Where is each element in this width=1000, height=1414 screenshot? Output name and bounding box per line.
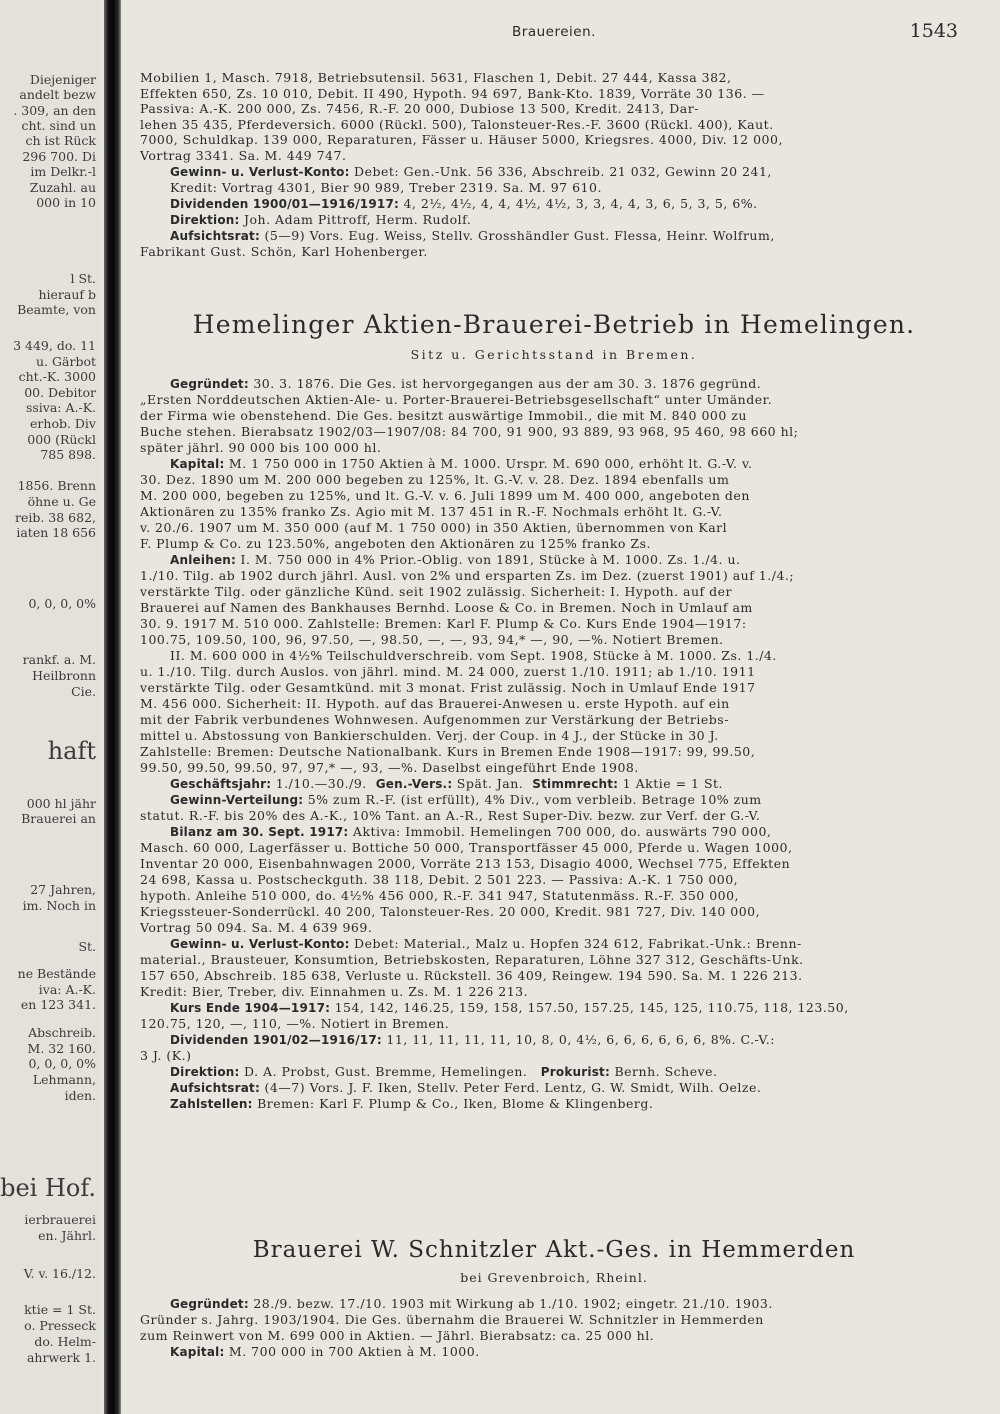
text-line: 30. Dez. 1890 um M. 200 000 begeben zu 125%, lt. G.-V. v. 28. Dez. 1894 ebenfalls um [140,472,730,487]
margin-fragment: 0, 0, 0, 0% [28,1056,96,1071]
text-line: verstärkte Tilg. oder gänzliche Künd. seit 1902 zulässig. Sicherheit: I. Hypoth. auf der [140,584,733,599]
margin-fragment: o. Presseck [24,1318,96,1333]
margin-fragment: Lehmann, [32,1072,96,1087]
margin-fragment: St. [78,939,96,954]
margin-fragment: ierbrauerei [24,1212,96,1227]
text-line: v. 20./6. 1907 um M. 350 000 (auf M. 1 750 000) in 350 Aktien, übernommen von Karl [140,520,728,535]
text-line: Kapital: M. 1 750 000 in 1750 Aktien à M. 1000. Urspr. M. 690 000, erhöht lt. G.-V. v. [170,456,753,471]
margin-fragment: rankf. a. M. [22,652,96,667]
text-line: „Ersten Norddeutschen Aktien-Ale- u. Porter-Brauerei-Betriebsgesellschaft“ unter Umänder. [140,392,773,407]
margin-fragment: ahrwerk 1. [26,1350,96,1365]
margin-fragment: iden. [64,1088,96,1103]
text-line: Bilanz am 30. Sept. 1917: Aktiva: Immobil. Hemelingen 700 000, do. auswärts 790 000, [170,824,772,839]
text-line: Masch. 60 000, Lagerfässer u. Bottiche 50 000, Transportfässer 45 000, Pferde u. Wagen 1000, [140,840,793,855]
margin-fragment: haft [47,737,96,765]
text-line: Aufsichtsrat: (5—9) Vors. Eug. Weiss, Stellv. Grosshändler Gust. Flessa, Heinr. Wolfrum, [170,228,775,243]
text-line: Kriegssteuer-Sonderrückl. 40 200, Talonsteuer-Res. 20 000, Kredit. 981 727, Div. 140 000, [140,904,761,919]
margin-fragment: ktie = 1 St. [24,1302,96,1317]
text-line: Kredit: Bier, Treber, div. Einnahmen u. Zs. M. 1 226 213. [140,984,529,999]
text-line: material., Brausteuer, Konsumtion, Betriebskosten, Reparaturen, Löhne 327 312, Geschäfts-Unk. [140,952,804,967]
text-line: Kapital: M. 700 000 in 700 Aktien à M. 1000. [170,1344,480,1359]
document-page [140,0,968,1414]
text-line: Anleihen: I. M. 750 000 in 4% Prior.-Oblig. von 1891, Stücke à M. 1000. Zs. 1./4. u. [170,552,741,567]
field-label: Aufsichtsrat: [170,229,260,243]
text-line: Zahlstellen: Bremen: Karl F. Plump & Co., Iken, Blome & Klingenberg. [170,1096,654,1111]
margin-fragment: 785 898. [40,447,96,462]
margin-fragment: hierauf b [38,287,96,302]
text-line: 7000, Schuldkap. 139 000, Reparaturen, Fässer u. Häuser 5000, Kriegsres. 4000, Div. 12 000, [140,132,783,147]
text-line: Brauerei auf Namen des Bankhauses Bernhd. Loose & Co. in Bremen. Noch in Umlauf am [140,600,753,615]
margin-fragment: en 123 341. [20,997,96,1012]
text-line: Vortrag 3341. Sa. M. 449 747. [140,148,347,163]
text-line: Gewinn- u. Verlust-Konto: Debet: Material., Malz u. Hopfen 324 612, Fabrikat.-Unk.: Brenn- [170,936,802,951]
page-number: 1543 [909,20,958,42]
field-label: Dividenden 1900/01—1916/1917: [170,197,399,211]
company-subtitle: Sitz u. Gerichtsstand in Bremen. [410,347,698,362]
text-line: statut. R.-F. bis 20% des A.-K., 10% Tant. an A.-R., Rest Super-Div. bezw. zur Verf. der G.-V. [140,808,761,823]
margin-fragment: ne Bestände [17,966,96,981]
field-label: Gewinn- u. Verlust-Konto: [170,165,350,179]
text-line: Gewinn- u. Verlust-Konto: Debet: Gen.-Unk. 56 336, Abschreib. 21 032, Gewinn 20 241, [170,164,772,179]
text-line: Geschäftsjahr: 1./10.—30./9. Gen.-Vers.: Spät. Jan. Stimmrecht: 1 Aktie = 1 St. [170,776,724,791]
text-line: 157 650, Abschreib. 185 638, Verluste u. Rückstell. 36 409, Reingew. 194 590. Sa. M. 1 226 213. [140,968,803,983]
margin-fragment: 27 Jahren, [30,882,96,897]
margin-fragment: Beamte, von [17,302,96,317]
margin-fragment: Brauerei an [21,811,96,826]
text-line: u. 1./10. Tilg. durch Auslos. von jährl. mind. M. 24 000, zuerst 1./10. 1911; ab 1./10. 1911 [140,664,756,679]
text-line: F. Plump & Co. zu 123.50%, angeboten den Aktionären zu 125% franko Zs. [140,536,651,551]
text-line: Inventar 20 000, Eisenbahnwagen 2000, Vorräte 213 153, Disagio 4000, Wechsel 775, Effekten [140,856,791,871]
text-line: Gegründet: 28./9. bezw. 17./10. 1903 mit Wirkung ab 1./10. 1902; eingetr. 21./10. 1903. [170,1296,773,1311]
text-line: Direktion: Joh. Adam Pittroff, Herm. Rudolf. [170,212,472,227]
page-header [140,18,968,48]
margin-fragment: do. Helm- [34,1334,96,1349]
text-line: Effekten 650, Zs. 10 010, Debit. II 490, Hypoth. 94 697, Bank-Kto. 1839, Vorräte 30 136. — [140,86,765,101]
field-label: Geschäftsjahr: [170,777,272,791]
field-label: Gegründet: [170,1297,249,1311]
field-label: Anleihen: [170,553,237,567]
margin-fragment: im. Noch in [22,898,96,913]
margin-fragment: cht.-K. 3000 [18,369,96,384]
text-line: hypoth. Anleihe 510 000, do. 4½% 456 000, R.-F. 341 947, Statutenmäss. R.-F. 350 000, [140,888,740,903]
margin-fragment: 00. Debitor [24,385,96,400]
text-line: Passiva: A.-K. 200 000, Zs. 7456, R.-F. 20 000, Dubiose 13 500, Kredit. 2413, Dar- [140,101,699,116]
text-line: 100.75, 109.50, 100, 96, 97.50, —, 98.50, —, —, 93, 94,* —, 90, —%. Notiert Bremen. [140,632,724,647]
book-binding-gutter [104,0,121,1414]
margin-fragment: 3 449, do. 11 [13,338,96,353]
margin-fragment: bei Hof. [0,1174,96,1202]
field-label: Zahlstellen: [170,1097,253,1111]
field-label: Stimmrecht: [532,777,619,791]
margin-fragment: en. Jährl. [38,1228,96,1243]
margin-fragment: V. v. 16./12. [23,1266,96,1281]
field-label: Gegründet: [170,377,249,391]
text-line: lehen 35 435, Pferdeversich. 6000 (Rückl. 500), Talonsteuer-Res.-F. 3600 (Rückl. 400), Kaut. [140,117,774,132]
field-label: Gewinn- u. Verlust-Konto: [170,937,350,951]
field-label: Kurs Ende 1904—1917: [170,1001,331,1015]
field-label: Direktion: [170,1065,240,1079]
margin-fragment: reib. 38 682, [14,510,96,525]
margin-fragment: M. 32 160. [27,1041,96,1056]
text-line: Buche stehen. Bierabsatz 1902/03—1907/08: 84 700, 91 900, 93 889, 93 968, 95 460, 98 660 hl; [140,424,799,439]
margin-fragment: 000 in 10 [36,195,96,210]
margin-fragment: u. Gärbot [36,354,96,369]
margin-fragment: 0, 0, 0, 0% [28,596,96,611]
text-line: Zahlstelle: Bremen: Deutsche Nationalbank. Kurs in Bremen Ende 1908—1917: 99, 99.50, [140,744,756,759]
margin-fragment: erhob. Div [30,416,96,431]
left-margin-adjacent-page [0,0,100,1414]
text-line: Mobilien 1, Masch. 7918, Betriebsutensil. 5631, Flaschen 1, Debit. 27 444, Kassa 382, [140,70,732,85]
margin-fragment: andelt bezw [19,87,96,102]
field-label: Gewinn-Verteilung: [170,793,304,807]
text-line: Aufsichtsrat: (4—7) Vors. J. F. Iken, Stellv. Peter Ferd. Lentz, G. W. Smidt, Wilh. Oelze. [170,1080,762,1095]
text-line: 30. 9. 1917 M. 510 000. Zahlstelle: Bremen: Karl F. Plump & Co. Kurs Ende 1904—1917: [140,616,747,631]
margin-fragment: 296 700. Di [22,149,96,164]
text-line: mittel u. Abstossung von Bankierschulden. Verj. der Coup. in 4 J., der Stücke in 30 J. [140,728,719,743]
text-line: Gewinn-Verteilung: 5% zum R.-F. (ist erfüllt), 4% Div., vom verbleib. Betrage 10% zum [170,792,762,807]
text-line: Aktionären zu 135% franko Zs. Agio mit M. 137 451 in R.-F. Nochmals erhöht lt. G.-V. [140,504,723,519]
margin-fragment: 1856. Brenn [17,478,96,493]
margin-fragment: im Delkr.-l [30,164,96,179]
text-line: Kurs Ende 1904—1917: 154, 142, 146.25, 159, 158, 157.50, 157.25, 145, 125, 110.75, 118, 123.50, [170,1000,849,1015]
text-line: verstärkte Tilg. oder Gesamtkünd. mit 3 monat. Frist zulässig. Noch in Umlauf Ende 1917 [140,680,756,695]
field-label: Kapital: [170,1345,225,1359]
margin-fragment: Abschreib. [28,1025,96,1040]
text-line: Vortrag 50 094. Sa. M. 4 639 969. [140,920,373,935]
text-line: der Firma wie obenstehend. Die Ges. besitzt auswärtige Immobil., die mit M. 840 000 zu [140,408,747,423]
text-line: mit der Fabrik verbundenes Wohnwesen. Aufgenommen zur Verstärkung der Betriebs- [140,712,729,727]
text-line: 120.75, 120, —, 110, —%. Notiert in Bremen. [140,1016,450,1031]
margin-fragment: 000 (Rückl [27,432,96,447]
field-label: Gen.-Vers.: [375,777,453,791]
text-line: Gegründet: 30. 3. 1876. Die Ges. ist hervorgegangen aus der am 30. 3. 1876 gegründ. [170,376,762,391]
field-label: Bilanz am 30. Sept. 1917: [170,825,349,839]
field-label: Kapital: [170,457,225,471]
margin-fragment: 000 hl jähr [26,796,96,811]
text-line: II. M. 600 000 in 4½% Teilschuldverschreib. vom Sept. 1908, Stücke à M. 1000. Zs. 1./4. [170,648,777,663]
margin-fragment: ch ist Rück [25,133,96,148]
margin-fragment: iaten 18 656 [16,525,96,540]
company-title: Hemelinger Aktien-Brauerei-Betrieb in Hemelingen. [192,310,916,339]
margin-fragment: iva: A.-K. [38,982,96,997]
margin-fragment: Zuzahl. au [29,180,96,195]
margin-fragment: öhne u. Ge [27,494,96,509]
margin-fragment: Cie. [71,684,96,699]
text-line: 99.50, 99.50, 99.50, 97, 97,* —, 93, —%. Daselbst eingeführt Ende 1908. [140,760,639,775]
margin-fragment: . 309, an den [13,103,96,118]
text-line: später jährl. 90 000 bis 100 000 hl. [140,440,382,455]
company-subtitle: bei Grevenbroich, Rheinl. [460,1270,648,1285]
margin-fragment: ssiva: A.-K. [25,400,96,415]
text-line: Gründer s. Jahrg. 1903/1904. Die Ges. übernahm die Brauerei W. Schnitzler in Hemmerden [140,1312,764,1327]
field-label: Dividenden 1901/02—1916/17: [170,1033,382,1047]
text-line: M. 200 000, begeben zu 125%, und lt. G.-V. v. 6. Juli 1899 um M. 400 000, angeboten den [140,488,750,503]
text-line: M. 456 000. Sicherheit: II. Hypoth. auf das Brauerei-Anwesen u. erste Hypoth. auf ein [140,696,730,711]
margin-fragment: l St. [70,271,96,286]
text-line: 24 698, Kassa u. Postscheckguth. 38 118, Debit. 2 501 223. — Passiva: A.-K. 1 750 000, [140,872,739,887]
text-line: Fabrikant Gust. Schön, Karl Hohenberger. [140,244,428,259]
margin-fragment: Diejeniger [29,72,96,87]
margin-fragment: Heilbronn [32,668,96,683]
field-label: Prokurist: [540,1065,610,1079]
text-line: zum Reinwert von M. 699 000 in Aktien. — Jährl. Bierabsatz: ca. 25 000 hl. [140,1328,655,1343]
text-line: 1./10. Tilg. ab 1902 durch jährl. Ausl. von 2% und ersparten Zs. im Dez. (zuerst 1901) auf 1./4.; [140,568,795,583]
field-label: Direktion: [170,213,240,227]
text-line: 3 J. (K.) [140,1048,192,1063]
running-head: Brauereien. [512,24,596,40]
field-label: Aufsichtsrat: [170,1081,260,1095]
text-line: Dividenden 1901/02—1916/17: 11, 11, 11, 11, 11, 10, 8, 0, 4½, 6, 6, 6, 6, 6, 6, 8%. C.-V.: [170,1032,775,1047]
text-line: Kredit: Vortrag 4301, Bier 90 989, Treber 2319. Sa. M. 97 610. [170,180,602,195]
company-title: Brauerei W. Schnitzler Akt.-Ges. in Hemmerden [252,1237,856,1263]
text-line: Direktion: D. A. Probst, Gust. Bremme, Hemelingen. Prokurist: Bernh. Scheve. [170,1064,718,1079]
margin-fragment: cht. sind un [21,118,96,133]
text-line: Dividenden 1900/01—1916/1917: 4, 2½, 4½, 4, 4, 4½, 4½, 3, 3, 4, 4, 3, 6, 5, 3, 5, 6%. [170,196,758,211]
